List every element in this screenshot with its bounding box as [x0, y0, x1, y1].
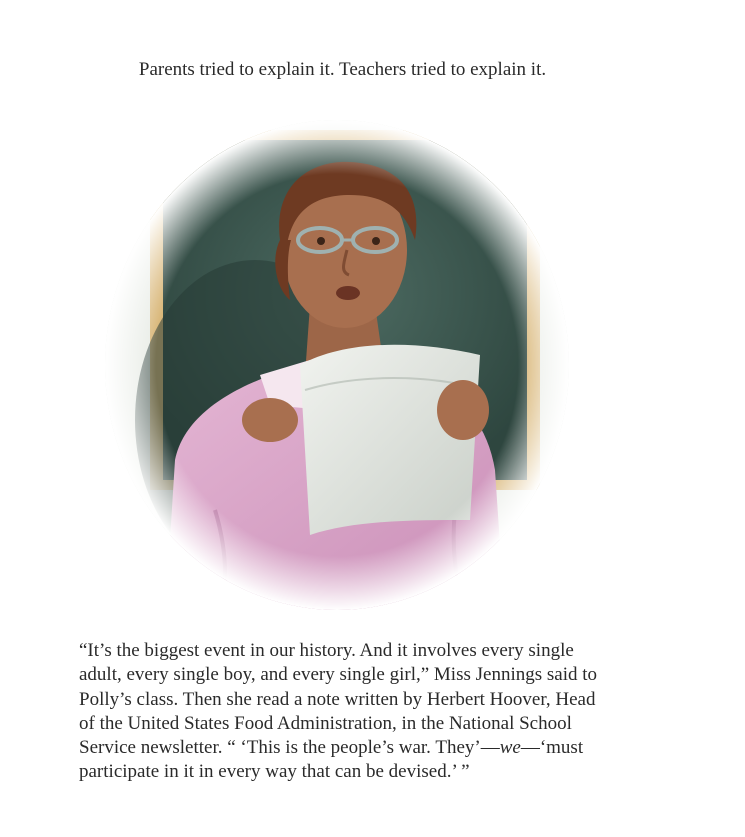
quote-emphasis: we — [499, 737, 521, 759]
body-line — [79, 736, 679, 760]
body-paragraph — [79, 639, 679, 785]
body-line: participate in it in every way that can be devised.’ ” — [79, 761, 470, 783]
teacher-illustration — [55, 90, 620, 620]
body-line: Polly’s class. Then she read a note written by Herbert Hoover, Head — [79, 688, 596, 710]
body-line: “It’s the biggest event in our history. And it involves every single — [79, 640, 574, 661]
body-line: of the United States Food Administration, in the National School — [79, 712, 572, 734]
body-line: adult, every single boy, and every single girl,” Miss Jennings said to — [79, 664, 598, 686]
quote-text: —‘must — [520, 737, 584, 759]
quote-text: Service newsletter. “ ‘This is the people’s war. They’— — [79, 737, 500, 759]
page-caption: Parents tried to explain it. Teachers tried to explain it. — [138, 59, 547, 80]
